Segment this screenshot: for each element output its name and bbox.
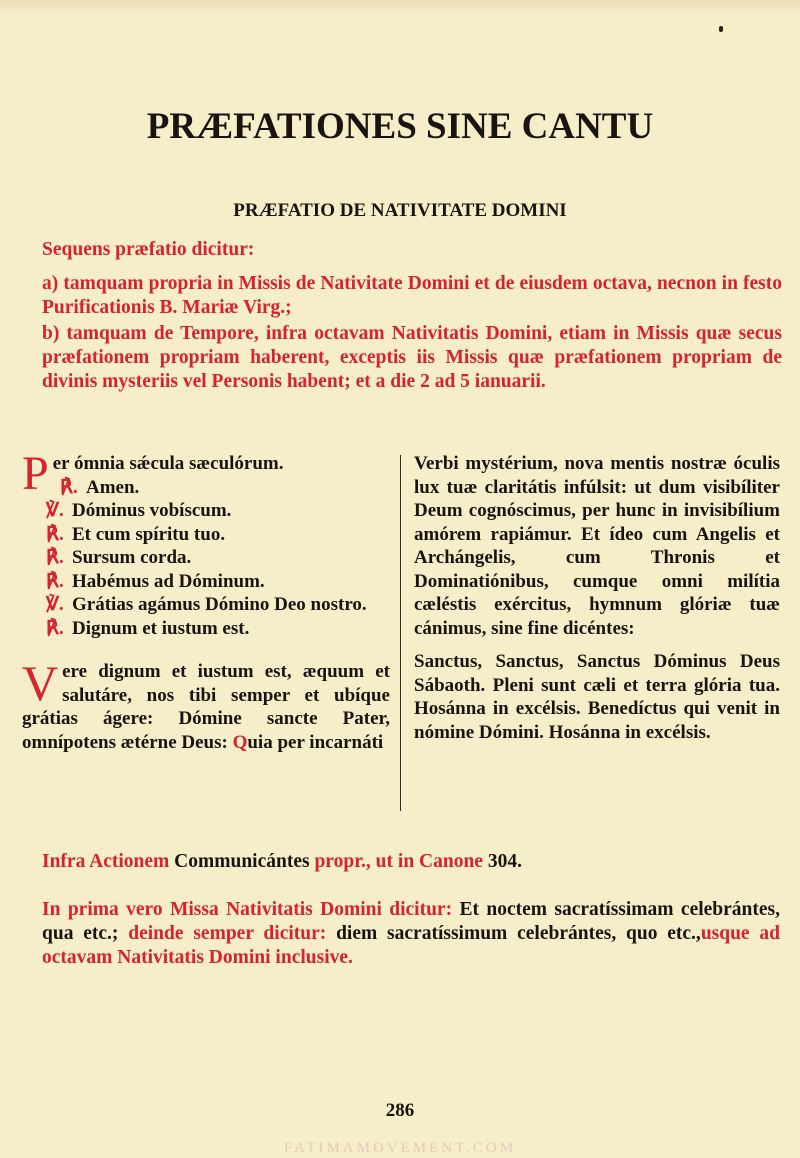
page-number: 286: [385, 1100, 415, 1121]
watermark: FATIMAMOVEMENT.COM: [283, 1140, 517, 1156]
versicle-symbol: ℣.: [46, 500, 64, 521]
quia-text: uia per incarnáti: [247, 731, 384, 753]
line-per-omnia: er ómnia sǽcula sæculórum.: [52, 453, 284, 474]
rubric-sequens: Sequens præfatio dicitur:: [42, 239, 255, 260]
quia-initial: Q: [232, 731, 248, 753]
line-habemus: ℟. Habémus ad Dóminum.: [46, 570, 265, 592]
response-symbol: ℟.: [60, 476, 78, 498]
line-amen: ℟. Amen.: [60, 476, 140, 498]
response-symbol: ℟.: [46, 547, 64, 568]
dialogue-block: [22, 447, 390, 640]
dropcap-p: P: [22, 447, 49, 500]
left-column: [22, 447, 390, 754]
prima-missa-paragraph: In prima vero Missa Nativitatis Domini dicitur: Et noctem sacratíssimam celebrántes, qua etc.; deinde semper dicitur: diem sacratíssimum celebrántes, quo etc.,usque ad octavam Nativitatis Domini inclusive.: [42, 899, 781, 968]
response-symbol: ℟.: [46, 617, 64, 639]
page-top-edge: [0, 0, 800, 14]
response-symbol: ℟.: [46, 570, 64, 592]
rubric-para-b: b) tamquam de Tempore, infra octavam Nativitatis Domini, etiam in Missis quæ secus præfationem propriam haberent, exceptis iis Missis quæ præfationem propriam de divinis mysteriis vel Personis habent; et a die 2 ad 5 ianuarii.: [42, 323, 782, 392]
vere-dignum-block: [22, 655, 390, 754]
sanctus-paragraph: Sanctus, Sanctus, Sanctus Dóminus Deus Sábaoth. Pleni sunt cæli et terra glória tua. Hosánna in excélsis. Benedíctus qui venit in nómine Dómini. Hosánna in excélsis.: [414, 651, 780, 743]
line-dominus: ℣. Dóminus vobíscum.: [46, 500, 232, 521]
line-sursum: ℟. Sursum corda.: [46, 547, 192, 568]
section-subtitle: PRÆFATIO DE NATIVITATE DOMINI: [233, 200, 567, 221]
rubric-para-a: a) tamquam propria in Missis de Nativitate Domini et de eiusdem octava, necnon in festo Purificationis B. Mariæ Virg.;: [42, 273, 782, 318]
column-divider: [400, 455, 401, 811]
line-dignum: ℟. Dignum et iustum est.: [46, 617, 250, 639]
infra-actionem-line: Infra Actionem Communicántes propr., ut in Canone 304.: [42, 851, 522, 872]
dropcap-v: V: [22, 655, 59, 711]
right-column: [414, 452, 780, 744]
line-gratias: ℣. Grátias agámus Dómino Deo nostro.: [46, 594, 367, 615]
line-et-cum: ℟. Et cum spíritu tuo.: [46, 523, 226, 545]
ink-speck: [719, 26, 723, 32]
vere-text: ere dignum et iustum est, æquum et salutáre, nos tibi semper et ubíque grátias ágere: Dómine sancte Pater, omnípotens ætérne Deus:: [22, 661, 390, 753]
page-title: PRÆFATIONES SINE CANTU: [146, 106, 654, 147]
verbi-paragraph: Verbi mystérium, nova mentis nostræ óculis lux tuæ claritátis infúlsit: ut dum visibíliter Deum cognóscimus, per hunc in invisibílium amórem rapiámur. Et ídeo cum Angelis et Archángelis, cum Thronis et Dominatiónibus, cumque omni milítia cæléstis exércitus, hymnum glóriæ tuæ cánimus, sine fine dicéntes:: [414, 453, 780, 639]
response-symbol: ℟.: [46, 523, 64, 545]
versicle-symbol: ℣.: [46, 594, 64, 615]
